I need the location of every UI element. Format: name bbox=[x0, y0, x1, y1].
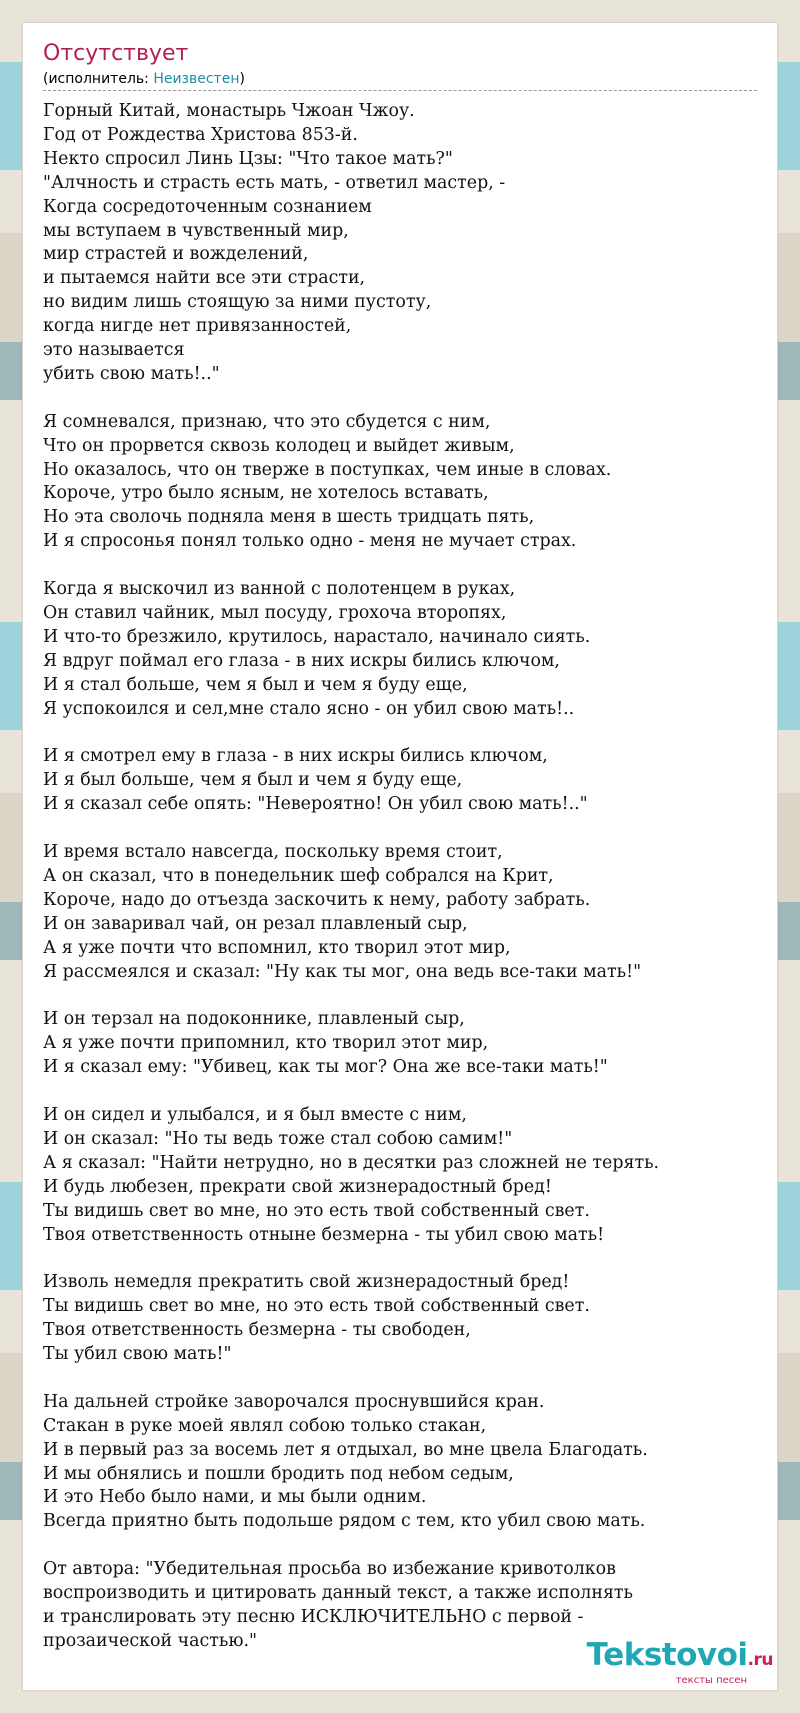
lyrics-line: Я успокоился и сел,мне стало ясно - он убил свою мать!.. bbox=[43, 698, 575, 719]
lyrics-line: Я рассмеялся и сказал: "Ну как ты мог, она ведь все-таки мать!" bbox=[43, 961, 642, 982]
lyrics-line: Когда я выскочил из ванной с полотенцем в руках, bbox=[43, 579, 516, 600]
performer-suffix: ) bbox=[239, 71, 245, 87]
lyrics-line: А я уже почти что вспомнил, кто творил этот мир, bbox=[43, 937, 511, 958]
lyrics-line: мы вступаем в чувственный мир, bbox=[43, 220, 349, 241]
lyrics-stanza bbox=[43, 1271, 767, 1367]
lyrics-line: И он сказал: "Но ты ведь тоже стал собою самим!" bbox=[43, 1128, 513, 1149]
lyrics-line: Изволь немедля прекратить свой жизнерадостный бред! bbox=[43, 1272, 570, 1293]
logo-tagline: тексты песен bbox=[675, 1675, 747, 1686]
lyrics-line: но видим лишь стоящую за ними пустоту, bbox=[43, 292, 432, 313]
lyrics-line: И мы обнялись и пошли бродить под небом седым, bbox=[43, 1463, 514, 1484]
lyrics-line: Что он прорвется сквозь колодец и выйдет живым, bbox=[43, 435, 515, 456]
lyrics-line: И он заваривал чай, он резал плавленый сыр, bbox=[43, 913, 468, 934]
lyrics-line: И я смотрел ему в глаза - в них искры бились ключом, bbox=[43, 746, 548, 767]
performer-line bbox=[43, 71, 757, 91]
lyrics-line: Ты видишь свет во мне, но это есть твой собственный свет. bbox=[43, 1200, 590, 1221]
lyrics-line: А я сказал: "Найти нетрудно, но в десятки раз сложней не терять. bbox=[43, 1152, 660, 1173]
lyrics-line: мир страстей и вожделений, bbox=[43, 244, 309, 265]
lyrics-line: А я уже почти припомнил, кто творил этот мир, bbox=[43, 1033, 489, 1054]
lyrics-line: И я был больше, чем я был и чем я буду еще, bbox=[43, 770, 463, 791]
lyrics-line: Горный Китай, монастырь Чжоан Чжоу. bbox=[43, 101, 415, 121]
lyrics-line: И время встало навсегда, поскольку время стоит, bbox=[43, 842, 503, 863]
lyrics-line: Короче, надо до отъезда заскочить к нему, работу забрать. bbox=[43, 889, 591, 910]
lyrics-line: И что-то брезжило, крутилось, нарастало, начинало сиять. bbox=[43, 626, 591, 647]
lyrics-line: Короче, утро было ясным, не хотелось вставать, bbox=[43, 483, 489, 504]
logo-name: Tekstovoi bbox=[586, 1637, 748, 1673]
lyrics-stanza bbox=[43, 411, 767, 554]
lyrics-line: и пытаемся найти все эти страсти, bbox=[43, 268, 366, 289]
lyrics-line: От автора: "Убедительная просьба во избежание кривотолков bbox=[43, 1559, 616, 1580]
lyrics-line: И он сидел и улыбался, и я был вместе с ним, bbox=[43, 1104, 467, 1125]
lyrics-stanza bbox=[43, 1391, 767, 1534]
lyrics-line: Когда сосредоточенным сознанием bbox=[43, 196, 372, 217]
lyrics-line: И я спросонья понял только одно - меня не мучает страх. bbox=[43, 531, 577, 552]
lyrics-line: и транслировать эту песню ИСКЛЮЧИТЕЛЬНО с первой - bbox=[43, 1606, 584, 1627]
lyrics-line: Стакан в руке моей являл собою только стакан, bbox=[43, 1415, 487, 1436]
lyrics-line: когда нигде нет привязанностей, bbox=[43, 316, 352, 337]
lyrics-line: И я стал больше, чем я был и чем я буду еще, bbox=[43, 674, 468, 695]
lyrics-line: убить свою мать!.." bbox=[43, 363, 220, 384]
lyrics-line: Но оказалось, что он тверже в поступках, чем иные в словах. bbox=[43, 459, 612, 480]
performer-link[interactable]: Неизвестен bbox=[153, 71, 240, 87]
lyrics-line: воспроизводить и цитировать данный текст, а также исполнять bbox=[43, 1583, 634, 1604]
lyrics-line: прозаической частью." bbox=[43, 1630, 257, 1651]
lyrics-line: это называется bbox=[43, 340, 185, 361]
lyrics-line: "Алчность и страсть есть мать, - ответил мастер, - bbox=[43, 172, 506, 193]
lyrics-line: И в первый раз за восемь лет я отдыхал, во мне цвела Благодать. bbox=[43, 1439, 648, 1460]
song-title: Отсутствует bbox=[43, 41, 189, 66]
lyrics-line: И я сказал ему: "Убивец, как ты мог? Она же все-таки мать!" bbox=[43, 1057, 608, 1078]
lyrics-stanza bbox=[43, 841, 767, 984]
lyrics-stanza bbox=[43, 1008, 767, 1080]
lyrics-line: Всегда приятно быть подольше рядом с тем, кто убил свою мать. bbox=[43, 1511, 646, 1532]
lyrics-line: Некто спросил Линь Цзы: "Что такое мать?" bbox=[43, 148, 453, 169]
lyrics-stanza bbox=[43, 1104, 767, 1247]
lyrics-stanza bbox=[43, 578, 767, 721]
logo-wordmark bbox=[586, 1637, 773, 1676]
lyrics-text bbox=[43, 100, 767, 1678]
lyrics-line: И будь любезен, прекрати свой жизнерадостный бред! bbox=[43, 1176, 552, 1197]
lyrics-line: И он терзал на подоконнике, плавленый сыр, bbox=[43, 1009, 465, 1030]
lyrics-stanza bbox=[43, 745, 767, 817]
lyrics-card bbox=[22, 22, 778, 1691]
lyrics-line: На дальней стройке заворочался проснувшийся кран. bbox=[43, 1391, 545, 1412]
lyrics-line: Год от Рождества Христова 853-й. bbox=[43, 124, 358, 145]
logo-tld: .ru bbox=[747, 1650, 773, 1670]
lyrics-line: Я вдруг поймал его глаза - в них искры бились ключом, bbox=[43, 650, 560, 671]
lyrics-line: Он ставил чайник, мыл посуду, грохоча второпях, bbox=[43, 603, 507, 623]
lyrics-line: И я сказал себе опять: "Невероятно! Он убил свою мать!.." bbox=[43, 794, 588, 815]
site-logo[interactable] bbox=[586, 1637, 773, 1686]
performer-prefix: (исполнитель: bbox=[43, 71, 154, 87]
lyrics-line: Ты убил свою мать!" bbox=[43, 1344, 232, 1365]
lyrics-line: Твоя ответственность отныне безмерна - ты убил свою мать! bbox=[43, 1224, 605, 1245]
lyrics-line: Но эта сволочь подняла меня в шесть тридцать пять, bbox=[43, 507, 535, 528]
lyrics-line: Я сомневался, признаю, что это сбудется с ним, bbox=[43, 411, 491, 432]
lyrics-line: Ты видишь свет во мне, но это есть твой собственный свет. bbox=[43, 1296, 590, 1317]
lyrics-stanza bbox=[43, 100, 767, 387]
lyrics-line: И это Небо было нами, и мы были одним. bbox=[43, 1487, 427, 1508]
lyrics-line: А он сказал, что в понедельник шеф собрался на Крит, bbox=[43, 865, 554, 886]
lyrics-line: Твоя ответственность безмерна - ты свободен, bbox=[43, 1320, 471, 1341]
